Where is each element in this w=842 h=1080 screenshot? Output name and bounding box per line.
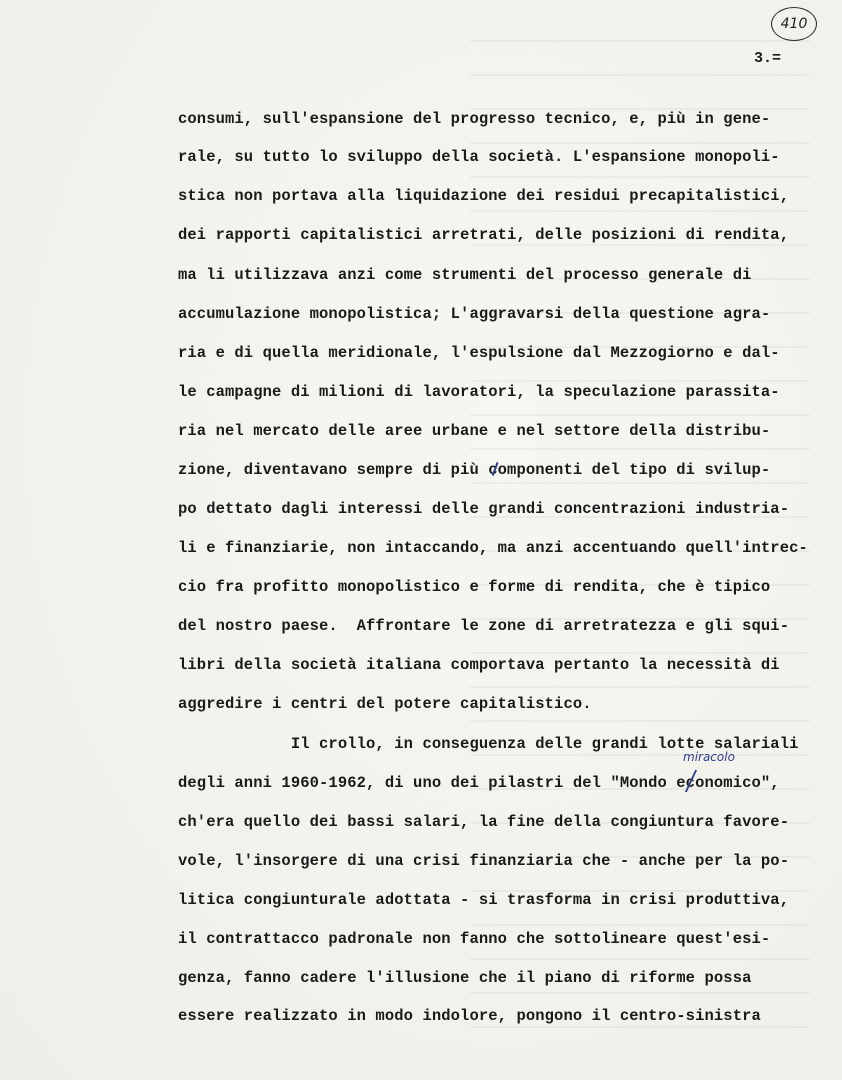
handwritten-correction: miracolo: [683, 750, 735, 764]
text-line: dei rapporti capitalistici arretrati, delle posizioni di rendita,: [178, 226, 790, 244]
text-line: ma li utilizzava anzi come strumenti del processo generale di: [178, 266, 752, 284]
text-line: vole, l'insorgere di una crisi finanziaria che - anche per la po-: [178, 852, 790, 870]
text-line: aggredire i centri del potere capitalistico.: [178, 695, 592, 713]
text-line: litica congiunturale adottata - si trasforma in crisi produttiva,: [178, 891, 790, 909]
text-line: essere realizzato in modo indolore, pongono il centro-sinistra: [178, 1007, 761, 1025]
text-line: Il crollo, in conseguenza delle grandi lotte salariali: [178, 735, 799, 753]
text-line: po dettato dagli interessi delle grandi concentrazioni industria-: [178, 500, 790, 518]
text-line: ria e di quella meridionale, l'espulsione dal Mezzogiorno e dal-: [178, 344, 780, 362]
text-line: consumi, sull'espansione del progresso tecnico, e, più in gene-: [178, 110, 771, 128]
text-line: il contrattacco padronale non fanno che sottolineare quest'esi-: [178, 930, 771, 948]
text-line: degli anni 1960-1962, di uno dei pilastri del "Mondo economico",: [178, 774, 780, 792]
sheet-number: 3.=: [754, 50, 782, 67]
text-line: cio fra profitto monopolistico e forme di rendita, che è tipico: [178, 578, 771, 596]
text-line: genza, fanno cadere l'illusione che il piano di riforme possa: [178, 969, 752, 987]
text-line: stica non portava alla liquidazione dei residui precapitalistici,: [178, 187, 790, 205]
text-line: del nostro paese. Affrontare le zone di arretratezza e gli squi-: [178, 617, 790, 635]
text-line: le campagne di milioni di lavoratori, la speculazione parassita-: [178, 383, 780, 401]
text-line: accumulazione monopolistica; L'aggravarsi della questione agra-: [178, 305, 771, 323]
circled-page-number: 410: [771, 7, 817, 41]
text-line: libri della società italiana comportava pertanto la necessità di: [178, 656, 780, 674]
text-line: rale, su tutto lo sviluppo della società. L'espansione monopoli-: [178, 148, 780, 166]
text-line: ria nel mercato delle aree urbane e nel settore della distribu-: [178, 422, 771, 440]
text-line: li e finanziarie, non intaccando, ma anzi accentuando quell'intrec-: [178, 539, 808, 557]
text-line: ch'era quello dei bassi salari, la fine della congiuntura favore-: [178, 813, 790, 831]
text-line: zione, diventavano sempre di più componenti del tipo di svilup-: [178, 461, 771, 479]
